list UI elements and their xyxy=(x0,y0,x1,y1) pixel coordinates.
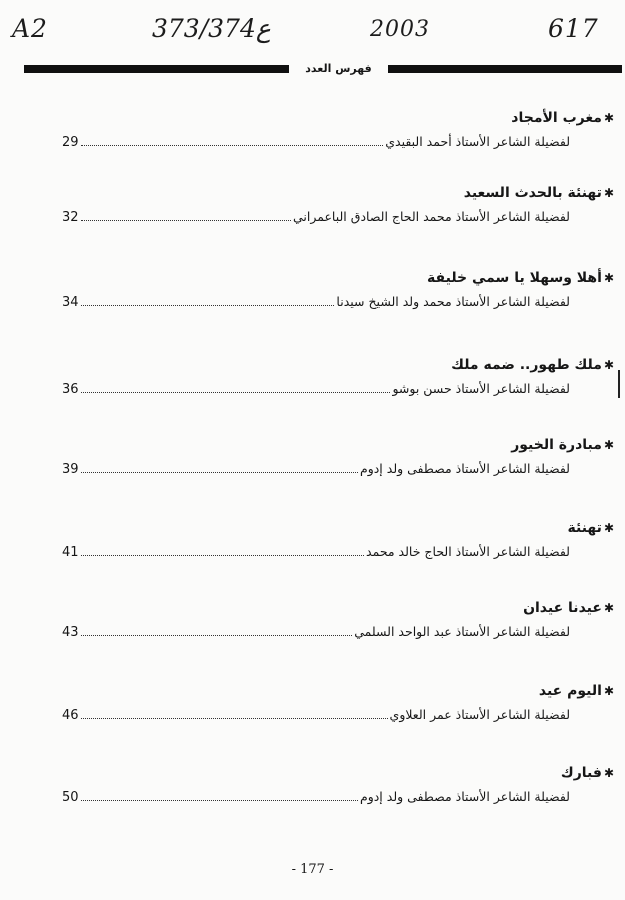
star-bullet-icon: ✱ xyxy=(603,358,614,372)
page-number: - 177 - xyxy=(291,862,334,877)
toc-entry-author: لفضيلة الشاعر الأستاذ عبد الواحد السلمي xyxy=(354,624,570,639)
star-bullet-icon: ✱ xyxy=(603,271,614,285)
toc-entry-line xyxy=(62,294,570,314)
leader-dots xyxy=(81,625,353,636)
toc-entry-page: 36 xyxy=(62,382,79,397)
handwritten-code: A2 xyxy=(12,14,48,43)
handwritten-issue-number: 373/374ع xyxy=(152,14,271,43)
toc-entry-page: 41 xyxy=(62,545,79,560)
handwritten-reference-number: 617 xyxy=(548,14,599,43)
toc-entry-page: 34 xyxy=(62,295,79,310)
toc-entry-title: ✱اليوم عيد xyxy=(538,683,614,699)
star-bullet-icon: ✱ xyxy=(603,521,614,535)
leader-dots xyxy=(81,462,358,473)
leader-dots xyxy=(81,545,364,556)
toc-entry-page: 39 xyxy=(62,462,79,477)
toc-entry-title: ✱عيدنا عيدان xyxy=(523,600,614,616)
toc-entry-line xyxy=(62,624,570,644)
toc-entry-author: لفضيلة الشاعر الأستاذ عمر العلاوي xyxy=(389,707,570,722)
toc-entry-page: 43 xyxy=(62,625,79,640)
toc-entry-title: ✱تهنئة بالحدث السعيد xyxy=(463,185,614,201)
toc-entry-author: لفضيلة الشاعر الأستاذ حسن بوشو xyxy=(392,381,570,396)
toc-entry-line xyxy=(62,461,570,481)
toc-entry-title: ✱مبادرة الخيور xyxy=(511,437,614,453)
toc-entry-author: لفضيلة الشاعر الأستاذ أحمد البقيدي xyxy=(385,134,570,149)
toc-entry-author: لفضيلة الشاعر الأستاذ مصطفى ولد إدوم xyxy=(359,461,570,476)
toc-entry-line xyxy=(62,544,570,564)
toc-entry-line xyxy=(62,381,570,401)
header-rule xyxy=(24,59,622,81)
scan-edge-mark xyxy=(618,370,620,398)
leader-dots xyxy=(81,382,391,393)
star-bullet-icon: ✱ xyxy=(603,111,614,125)
header-bar-left xyxy=(24,65,289,73)
star-bullet-icon: ✱ xyxy=(603,601,614,615)
toc-entry-title: ✱ملك طهور.. ضمه ملك xyxy=(451,357,614,373)
star-bullet-icon: ✱ xyxy=(603,186,614,200)
toc-entry-page: 32 xyxy=(62,210,79,225)
toc-entry-line xyxy=(62,209,570,229)
toc-entry-author: لفضيلة الشاعر الأستاذ محمد الحاج الصادق الباعمراني xyxy=(292,209,570,224)
toc-entry-author: لفضيلة الشاعر الأستاذ الحاج خالد محمد xyxy=(366,544,570,559)
toc-entry-title: ✱فبارك xyxy=(560,765,614,781)
leader-dots xyxy=(81,295,335,306)
toc-entry-line xyxy=(62,789,570,809)
leader-dots xyxy=(81,790,358,801)
handwritten-year: 2003 xyxy=(370,17,430,42)
leader-dots xyxy=(81,135,384,146)
toc-entry-title: ✱مغرب الأمجاد xyxy=(511,110,614,126)
page-title: فهرس العدد xyxy=(305,62,372,75)
toc-entry-author: لفضيلة الشاعر الأستاذ مصطفى ولد إدوم xyxy=(359,789,570,804)
header-bar-right xyxy=(388,65,622,73)
star-bullet-icon: ✱ xyxy=(603,684,614,698)
toc-entry-line xyxy=(62,134,570,154)
toc-entry-line xyxy=(62,707,570,727)
leader-dots xyxy=(81,210,291,221)
toc-entry-title: ✱تهنئة xyxy=(567,520,614,536)
star-bullet-icon: ✱ xyxy=(603,766,614,780)
toc-entry-title: ✱أهلا وسهلا يا سمي خليفة xyxy=(427,270,614,286)
toc-entry-page: 50 xyxy=(62,790,79,805)
toc-entry-author: لفضيلة الشاعر الأستاذ محمد ولد الشيخ سيدنا xyxy=(336,294,570,309)
leader-dots xyxy=(81,708,388,719)
star-bullet-icon: ✱ xyxy=(603,438,614,452)
toc-entry-page: 29 xyxy=(62,135,79,150)
toc-entry-page: 46 xyxy=(62,708,79,723)
